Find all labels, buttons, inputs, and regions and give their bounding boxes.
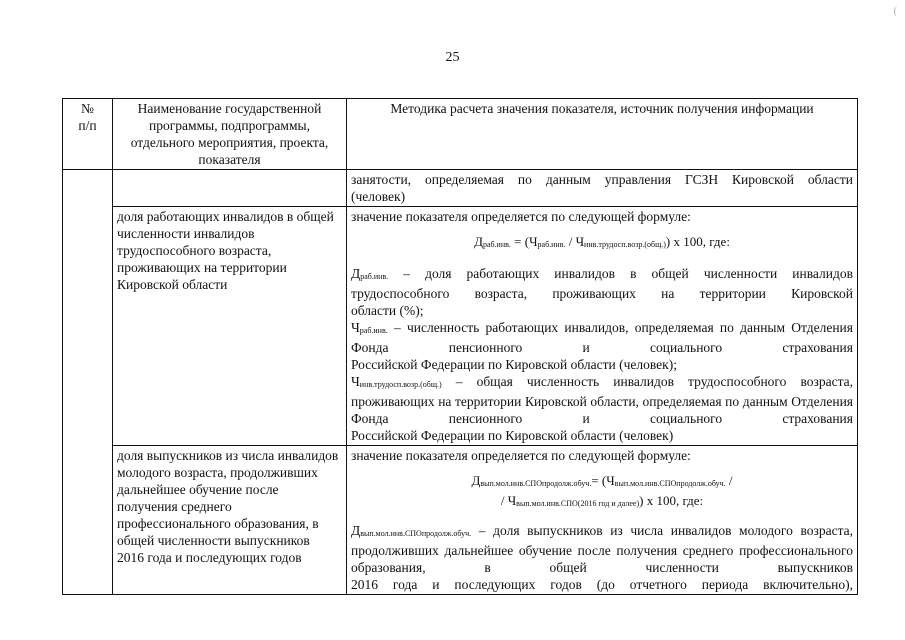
method-cell [347, 446, 858, 595]
definition-3-last: Российской Федерации по Кировской области (человек) [351, 428, 674, 443]
header-name: Наименование государственной программы, подпрограммы, отдельного мероприятия, проекта, показателя [113, 99, 347, 170]
method-cell [347, 207, 858, 446]
table-row [63, 446, 858, 595]
method-cell [347, 170, 858, 207]
definition-1-last: 2016 года и последующих годов (до отчетного периода включительно), [351, 577, 853, 592]
page-number: 25 [445, 50, 460, 65]
definition-2-last: Российской Федерации по Кировской области (человек); [351, 357, 677, 372]
table-header-row [63, 99, 858, 170]
definition-1: Двып.мол.инв.СПОпродолж.обуч. – доля выпускников из числа инвалидов молодого возраста, продолживших дальнейшее обучение после получения среднего профессионального образования, в общей численности выпускников [351, 523, 853, 575]
name-cell [113, 170, 347, 207]
definition-1: Драб.инв. – доля работающих инвалидов в общей численности инвалидов трудоспособного возраста, проживающих на территории Кировской [351, 266, 853, 301]
indicator-name: доля работающих инвалидов в общей численности инвалидов трудоспособного возраста, проживающих на территории Кировской области [113, 207, 347, 446]
table-row [63, 207, 858, 446]
header-method: Методика расчета значения показателя, источник получения информации [347, 99, 858, 170]
number-cell [63, 170, 113, 595]
continuation-text-last: (человек) [351, 189, 406, 204]
indicator-name: доля выпускников из числа инвалидов молодого возраста, продолживших дальнейшее обучение после получения среднего профессионального образования, в общей численности выпускников 2016 года и последующих годов [113, 446, 347, 595]
table-row [63, 170, 858, 207]
definition-2: Чраб.инв. – численность работающих инвалидов, определяемая по данным Отделения Фонда пенсионного и социального страхования [351, 320, 853, 355]
formula-intro: значение показателя определяется по следующей формуле: [351, 448, 691, 463]
definition-1-last: области (%); [351, 303, 424, 318]
formula: Двып.мол.инв.СПОпродолж.обуч.= (Чвып.мол.инв.СПОпродолж.обуч. / / Чвып.мол.инв.СПО(2016 год и далее)) х 100, где: [471, 473, 733, 508]
formula-intro: значение показателя определяется по следующей формуле: [351, 209, 691, 224]
definition-3: Чинв.трудосп.возр.(общ.) – общая численность инвалидов трудоспособного возраста, проживающих на территории Кировской области, определяемая по данным Отделения Фонда пенсионного и социального страхования [351, 374, 853, 426]
header-number: № п/п [63, 99, 113, 170]
continuation-text: занятости, определяемая по данным управления ГСЗН Кировской области [351, 172, 853, 187]
formula: Драб.инв. = (Чраб.инв. / Чинв.трудосп.возр.(общ.)) х 100, где: [474, 234, 730, 249]
indicator-table [62, 98, 858, 595]
corner-mark: ( [893, 6, 897, 17]
